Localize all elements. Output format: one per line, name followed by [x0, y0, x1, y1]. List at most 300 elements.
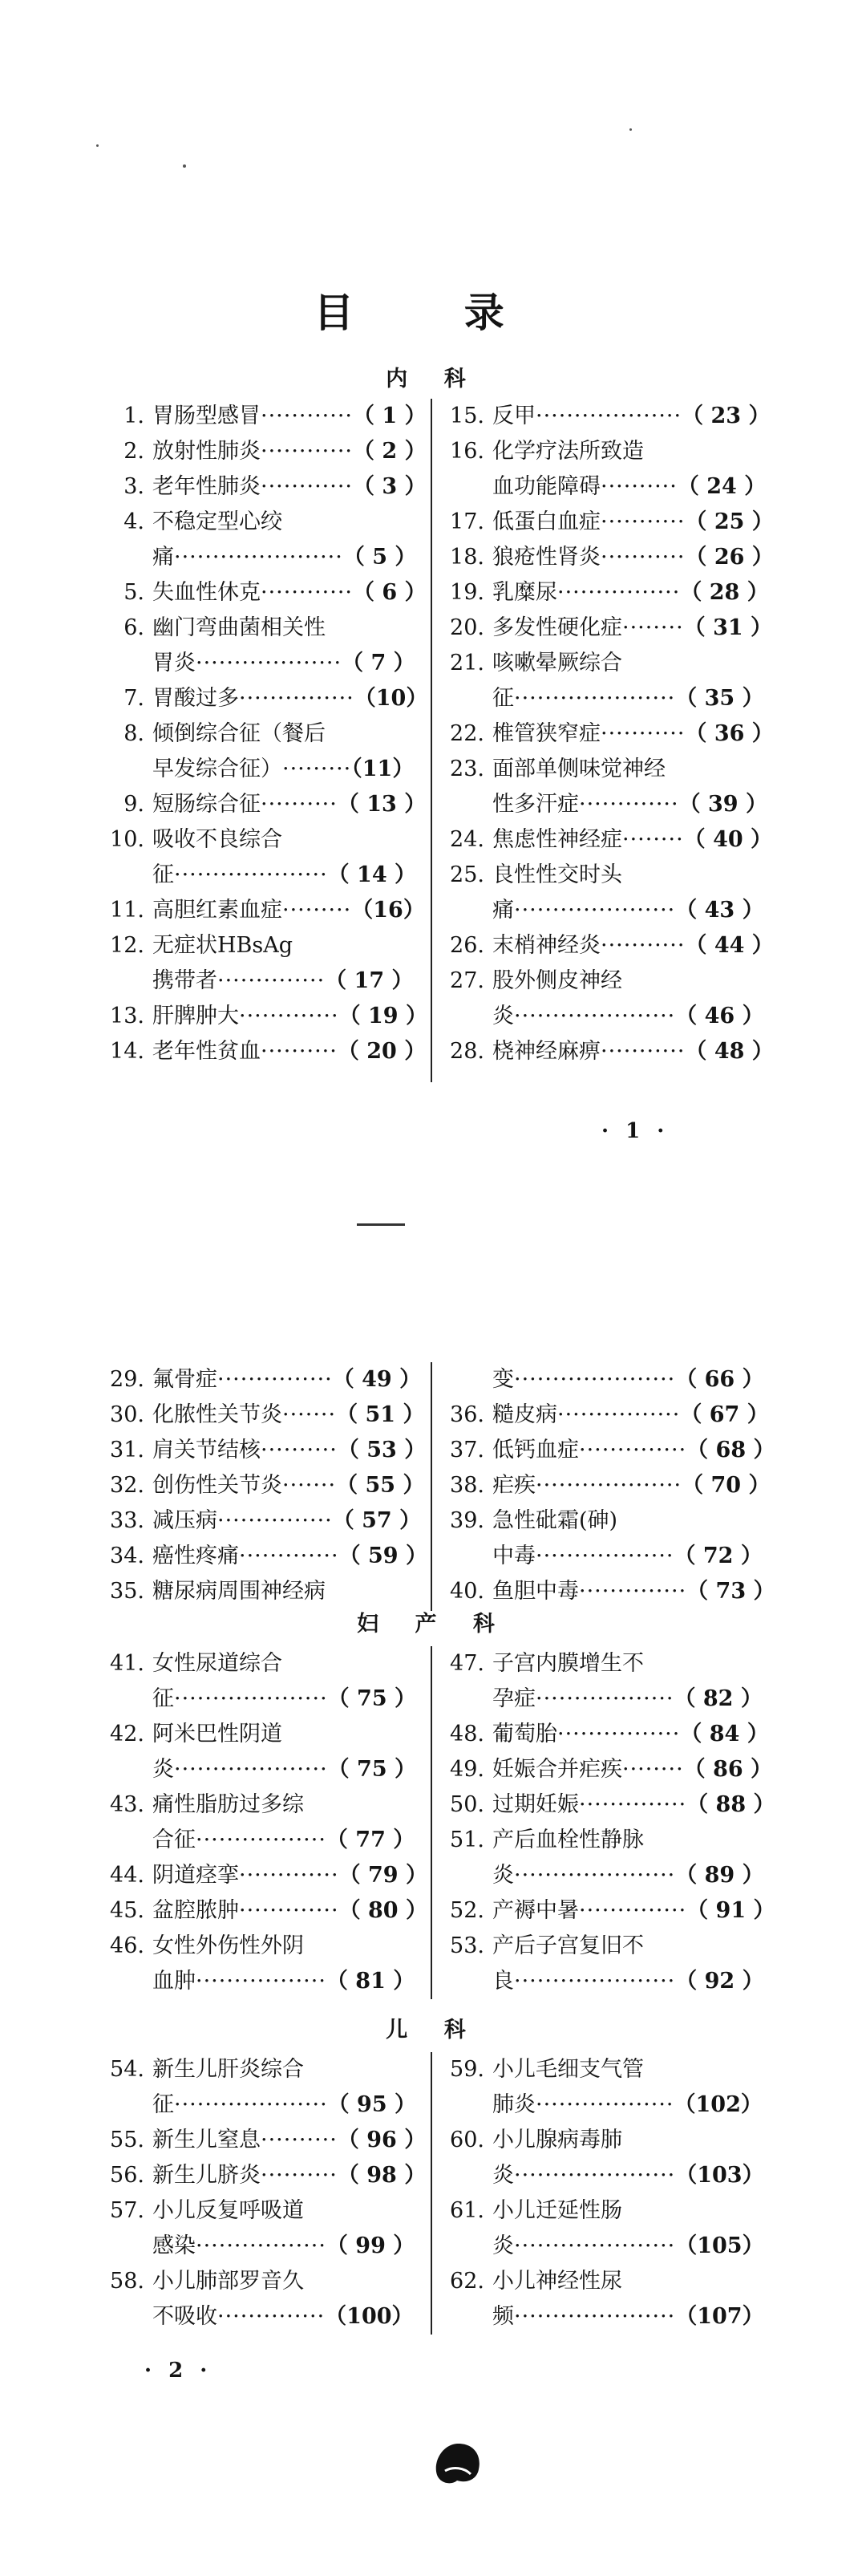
toc-entry — [95, 716, 431, 752]
toc-entry-title: 糙皮病 — [492, 1402, 557, 1427]
toc-entry-page: （ 5 ） — [342, 545, 417, 570]
toc-entry-page: （ 2 ） — [353, 439, 427, 464]
toc-entry-title: 老年性肺炎 — [152, 474, 261, 499]
toc-entry-number: 62. — [450, 2269, 484, 2294]
toc-entry-title: 糖尿病周围神经病 — [152, 1579, 326, 1604]
toc-entry-page: （ 28 ） — [680, 580, 769, 605]
dot-leader: ····················· — [514, 1863, 676, 1888]
toc-entry — [95, 928, 431, 963]
toc-entry-title: 携带者 — [152, 968, 217, 993]
section-heading-obstetrics-gynecology: 妇 产 科 — [357, 1612, 509, 1637]
toc-entry-title: 新生儿脐炎 — [152, 2163, 261, 2188]
toc-column-left — [95, 399, 431, 1069]
toc-column-left — [95, 2052, 431, 2335]
toc-entry-page: （ 20 ） — [337, 1039, 427, 1064]
toc-entry-number: 6. — [123, 615, 144, 640]
toc-entry-title: 氟骨症 — [152, 1367, 217, 1392]
dot-leader: ················ — [557, 1722, 681, 1746]
toc-entry-number: 41. — [110, 1651, 144, 1676]
toc-entry-title: 老年性贫血 — [152, 1039, 261, 1064]
toc-entry-title: 新生儿肝炎综合 — [152, 2057, 304, 2082]
toc-entry-number: 8. — [123, 721, 144, 746]
dot-leader: ··················· — [196, 651, 342, 675]
toc-entry-page: （ 19 ） — [338, 1004, 427, 1028]
toc-entry — [95, 2123, 431, 2158]
dot-leader: ············ — [261, 404, 353, 428]
toc-entry — [435, 575, 779, 611]
toc-entry — [95, 1717, 431, 1752]
toc-column-right — [435, 2052, 779, 2335]
dot-leader: ······· — [282, 1402, 337, 1427]
toc-column-right — [435, 1362, 779, 1609]
toc-entry — [95, 1468, 431, 1503]
toc-entry — [435, 999, 837, 1034]
dot-leader: ············· — [579, 792, 679, 817]
toc-entry-number: 33. — [110, 1508, 144, 1533]
column-divider — [431, 1646, 432, 1999]
toc-entry-page: （103） — [675, 2163, 764, 2188]
toc-entry — [435, 2229, 837, 2264]
toc-entry-page: （ 81 ） — [326, 1969, 415, 1994]
toc-entry — [95, 1362, 431, 1398]
toc-entry-title: 放射性肺炎 — [152, 439, 261, 464]
toc-entry-title: 胃肠型感冒 — [152, 404, 261, 428]
dot-leader: ··········· — [601, 933, 686, 958]
toc-entry-title: 良性性交时头 — [492, 862, 622, 887]
dot-leader: ··············· — [239, 686, 354, 711]
toc-entry-page: （ 89 ） — [675, 1863, 764, 1888]
toc-entry — [95, 2158, 431, 2193]
toc-entry-title: 征 — [492, 686, 514, 711]
dot-leader: ······················ — [174, 545, 343, 570]
toc-entry — [435, 2087, 837, 2123]
toc-entry-page: （100） — [325, 2304, 414, 2329]
dot-leader: ·········· — [261, 2163, 338, 2188]
toc-entry — [435, 787, 837, 822]
toc-entry-number: 34. — [110, 1544, 144, 1568]
dot-leader: ·········· — [261, 792, 338, 817]
toc-entry-number: 2. — [123, 439, 144, 464]
toc-entry-page: （ 40 ） — [683, 827, 773, 852]
toc-entry-number: 29. — [110, 1367, 144, 1392]
toc-entry-number: 38. — [450, 1473, 484, 1498]
toc-entry-title: 孕症 — [492, 1686, 536, 1711]
toc-entry-number: 39. — [450, 1508, 484, 1533]
toc-entry-number: 3. — [123, 474, 144, 499]
toc-entry — [435, 1646, 779, 1681]
toc-entry-title: 癌性疼痛 — [152, 1544, 239, 1568]
paper-speck — [629, 128, 632, 131]
toc-entry — [95, 2193, 431, 2229]
toc-entry-title: 子宫内膜增生不 — [492, 1651, 644, 1676]
toc-entry-title: 胃炎 — [152, 651, 196, 675]
toc-entry-title: 小儿腺病毒肺 — [492, 2128, 622, 2152]
toc-entry — [435, 1362, 837, 1398]
toc-entry-number: 35. — [110, 1579, 144, 1604]
toc-entry-page: （ 66 ） — [675, 1367, 764, 1392]
toc-entry — [95, 787, 431, 822]
toc-entry-title: 感染 — [152, 2233, 196, 2258]
dot-leader: ····················· — [514, 2304, 676, 2329]
toc-entry — [435, 893, 837, 928]
toc-entry-number: 50. — [450, 1792, 484, 1817]
toc-entry-page: （ 49 ） — [332, 1367, 422, 1392]
toc-entry-number: 48. — [450, 1722, 484, 1746]
toc-entry-number: 30. — [110, 1402, 144, 1427]
toc-entry-title: 急性砒霜(砷) — [492, 1508, 618, 1533]
toc-entry-page: （ 24 ） — [677, 474, 767, 499]
toc-entry-title: 小儿神经性尿 — [492, 2269, 622, 2294]
toc-entry-title: 频 — [492, 2304, 514, 2329]
dot-leader: ··············· — [217, 1508, 333, 1533]
toc-entry-number: 61. — [450, 2198, 484, 2223]
toc-entry-number: 19. — [450, 580, 484, 605]
dot-leader: ···················· — [174, 862, 328, 887]
toc-entry-title: 幽门弯曲菌相关性 — [152, 615, 326, 640]
dot-leader: ····················· — [514, 898, 676, 923]
toc-entry-title: 化脓性关节炎 — [152, 1402, 282, 1427]
toc-entry-page: （ 57 ） — [332, 1508, 422, 1533]
toc-entry-number: 21. — [450, 651, 484, 675]
toc-entry-page: （105） — [675, 2233, 764, 2258]
toc-entry-number: 16. — [450, 439, 484, 464]
toc-entry-number: 25. — [450, 862, 484, 887]
toc-entry — [435, 2158, 837, 2193]
toc-entry-number: 11. — [110, 898, 144, 923]
dot-leader: ···················· — [174, 1686, 328, 1711]
toc-entry-page: （ 31 ） — [683, 615, 773, 640]
toc-entry-title: 小儿肺部罗音久 — [152, 2269, 304, 2294]
dot-leader: ·········· — [261, 1039, 338, 1064]
toc-entry-title: 桡神经麻痹 — [492, 1039, 601, 1064]
toc-entry-number: 44. — [110, 1863, 144, 1888]
toc-entry-page: （ 72 ） — [674, 1544, 763, 1568]
toc-entry-page: （ 98 ） — [337, 2163, 427, 2188]
toc-page-2 — [0, 1316, 866, 2576]
toc-entry — [435, 1893, 779, 1929]
toc-entry-number: 49. — [450, 1757, 484, 1782]
toc-entry — [95, 399, 431, 434]
toc-entry-title: 痛性脂肪过多综 — [152, 1792, 304, 1817]
toc-entry — [95, 1034, 431, 1069]
toc-entry-page: （10） — [354, 686, 428, 711]
toc-entry-title: 阿米巴性阴道 — [152, 1722, 282, 1746]
toc-entry — [95, 1574, 431, 1609]
toc-entry-number: 23. — [450, 757, 484, 781]
toc-entry-title: 葡萄胎 — [492, 1722, 557, 1746]
toc-entry-page: （ 6 ） — [353, 580, 427, 605]
toc-entry-number: 53. — [450, 1933, 484, 1958]
toc-entry-title: 短肠综合征 — [152, 792, 261, 817]
toc-entry-title: 产褥中暑 — [492, 1898, 579, 1923]
toc-entry-page: （ 80 ） — [338, 1898, 427, 1923]
toc-entry-page: （ 53 ） — [337, 1438, 427, 1462]
dot-leader: ·············· — [217, 968, 326, 993]
toc-entry-number: 40. — [450, 1579, 484, 1604]
toc-entry-title: 炎 — [492, 2233, 514, 2258]
toc-entry — [435, 646, 779, 681]
toc-entry-title: 焦虑性神经症 — [492, 827, 622, 852]
toc-entry-title: 咳嗽晕厥综合 — [492, 651, 622, 675]
toc-entry-title: 征 — [152, 1686, 174, 1711]
column-divider — [431, 2052, 432, 2335]
toc-entry-title: 血功能障碍 — [492, 474, 601, 499]
toc-entry-title: 失血性休克 — [152, 580, 261, 605]
toc-entry-number: 47. — [450, 1651, 484, 1676]
dot-leader: ··········· — [601, 721, 686, 746]
toc-entry — [95, 1539, 431, 1574]
toc-entry-page: （ 25 ） — [685, 509, 774, 534]
toc-entry-title: 乳糜尿 — [492, 580, 557, 605]
dot-leader: ············ — [261, 474, 353, 499]
toc-entry — [95, 1893, 431, 1929]
toc-entry — [435, 963, 779, 999]
toc-entry-title: 股外侧皮神经 — [492, 968, 622, 993]
toc-entry-title: 过期妊娠 — [492, 1792, 579, 1817]
toc-entry-page: （ 73 ） — [686, 1579, 775, 1604]
toc-entry-title: 椎管狭窄症 — [492, 721, 601, 746]
toc-entry-page: （16） — [351, 898, 425, 923]
toc-entry-number: 37. — [450, 1438, 484, 1462]
ink-blot-mark — [429, 2439, 485, 2487]
dot-leader: ········· — [282, 757, 352, 781]
toc-entry-title: 妊娠合并疟疾 — [492, 1757, 622, 1782]
dot-leader: ········ — [622, 1757, 684, 1782]
toc-column-right — [435, 399, 779, 1069]
toc-entry-page: （ 36 ） — [685, 721, 774, 746]
toc-entry-number: 51. — [450, 1828, 484, 1852]
toc-entry — [435, 928, 779, 963]
toc-entry-number: 57. — [110, 2198, 144, 2223]
dot-leader: ·········· — [261, 2128, 338, 2152]
dot-leader: ················ — [557, 580, 681, 605]
toc-entry — [435, 1929, 779, 1964]
dot-leader: ····················· — [514, 2163, 676, 2188]
toc-entry-page: （ 23 ） — [682, 404, 771, 428]
toc-entry — [435, 1398, 779, 1433]
toc-entry-title: 痛 — [152, 545, 174, 570]
toc-entry-title: 高胆红素血症 — [152, 898, 282, 923]
dot-leader: ················· — [196, 1969, 326, 1994]
toc-entry-number: 46. — [110, 1933, 144, 1958]
toc-entry-number: 13. — [110, 1004, 144, 1028]
toc-entry-title: 小儿毛细支气管 — [492, 2057, 644, 2082]
toc-entry-title: 创伤性关节炎 — [152, 1473, 282, 1498]
toc-entry-page: （ 35 ） — [675, 686, 764, 711]
toc-entry-number: 27. — [450, 968, 484, 993]
toc-column-left — [95, 1362, 431, 1609]
toc-entry — [435, 2264, 779, 2299]
toc-entry-number: 56. — [110, 2163, 144, 2188]
toc-entry-page: （ 68 ） — [686, 1438, 775, 1462]
toc-entry-number: 20. — [450, 615, 484, 640]
toc-entry — [435, 681, 837, 716]
dot-leader: ···················· — [174, 2092, 328, 2117]
toc-entry-title: 倾倒综合征（餐后 — [152, 721, 326, 746]
toc-entry-page: （ 51 ） — [336, 1402, 425, 1427]
toc-entry-title: 低钙血症 — [492, 1438, 579, 1462]
toc-entry-page: （ 3 ） — [353, 474, 427, 499]
toc-column-right — [435, 1646, 779, 1999]
toc-entry-number: 36. — [450, 1402, 484, 1427]
toc-entry-page: （ 59 ） — [338, 1544, 427, 1568]
toc-entry-page: （ 95 ） — [327, 2092, 417, 2117]
toc-entry-page: （ 84 ） — [680, 1722, 769, 1746]
toc-entry-number: 1. — [123, 404, 144, 428]
dot-leader: ············· — [239, 1898, 339, 1923]
toc-entry-page: （ 91 ） — [686, 1898, 775, 1923]
toc-entry-number: 42. — [110, 1722, 144, 1746]
toc-entry-number: 54. — [110, 2057, 144, 2082]
toc-entry-page: （ 44 ） — [685, 933, 774, 958]
toc-entry — [435, 434, 779, 469]
toc-entry — [435, 2193, 779, 2229]
toc-entry-title: 疟疾 — [492, 1473, 536, 1498]
toc-entry-page: （ 55 ） — [336, 1473, 425, 1498]
toc-entry — [95, 1646, 431, 1681]
toc-entry-page: （ 14 ） — [327, 862, 417, 887]
toc-entry — [95, 2264, 431, 2299]
dot-leader: ··················· — [536, 1473, 682, 1498]
toc-entry — [95, 505, 431, 540]
toc-entry — [435, 2123, 779, 2158]
dot-leader: ·············· — [579, 1792, 687, 1817]
toc-entry-page: （ 70 ） — [682, 1473, 771, 1498]
dot-leader: ········· — [282, 898, 352, 923]
toc-entry — [435, 1503, 779, 1539]
dot-leader: ············· — [239, 1004, 339, 1028]
toc-entry-title: 化学疗法所致造 — [492, 439, 644, 464]
toc-entry-title: 胃酸过多 — [152, 686, 239, 711]
section-heading-internal-medicine: 内 科 — [386, 367, 480, 391]
toc-entry-title: 反甲 — [492, 404, 536, 428]
paper-speck — [96, 144, 99, 147]
toc-entry-number: 60. — [450, 2128, 484, 2152]
toc-entry — [95, 1503, 431, 1539]
dot-leader: ·········· — [261, 1438, 338, 1462]
toc-entry — [95, 575, 431, 611]
toc-entry-number: 7. — [123, 686, 144, 711]
toc-entry-page: （ 88 ） — [686, 1792, 775, 1817]
toc-entry — [435, 1858, 837, 1893]
toc-entry-number: 45. — [110, 1898, 144, 1923]
toc-entry-title: 征 — [152, 862, 174, 887]
toc-entry-number: 58. — [110, 2269, 144, 2294]
dot-leader: ·············· — [217, 2304, 326, 2329]
toc-entry-page: （ 75 ） — [327, 1757, 417, 1782]
dot-leader: ············· — [239, 1544, 339, 1568]
toc-entry-page: （ 39 ） — [678, 792, 767, 817]
toc-entry-title: 肺炎 — [492, 2092, 536, 2117]
toc-entry-title: 盆腔脓肿 — [152, 1898, 239, 1923]
toc-entry — [435, 1433, 779, 1468]
dot-leader: ··················· — [536, 404, 682, 428]
dot-leader: ···················· — [174, 1757, 328, 1782]
toc-entry-number: 59. — [450, 2057, 484, 2082]
toc-entry-number: 32. — [110, 1473, 144, 1498]
toc-entry-number: 52. — [450, 1898, 484, 1923]
toc-entry — [435, 469, 837, 505]
toc-entry-number: 31. — [110, 1438, 144, 1462]
dot-leader: ·········· — [601, 474, 678, 499]
page-title: 目 录 — [314, 289, 552, 336]
toc-entry-title: 减压病 — [152, 1508, 217, 1533]
toc-page-1 — [0, 0, 866, 1195]
toc-entry-title: 狼疮性肾炎 — [492, 545, 601, 570]
dot-leader: ····················· — [514, 1367, 676, 1392]
toc-entry-title: 鱼胆中毒 — [492, 1579, 579, 1604]
toc-entry — [95, 1787, 431, 1823]
toc-entry-title: 阴道痉挛 — [152, 1863, 239, 1888]
toc-entry-title: 吸收不良综合 — [152, 827, 282, 852]
toc-entry — [435, 1787, 779, 1823]
toc-entry-page: （102） — [674, 2092, 763, 2117]
toc-entry — [95, 434, 431, 469]
toc-entry — [435, 1681, 837, 1717]
toc-entry-title: 产后子宫复旧不 — [492, 1933, 644, 1958]
toc-entry-page: （107） — [675, 2304, 764, 2329]
toc-entry-page: （ 75 ） — [327, 1686, 417, 1711]
dot-leader: ········ — [622, 827, 684, 852]
toc-entry-title: 无症状HBsAg — [152, 933, 293, 958]
toc-entry-number: 22. — [450, 721, 484, 746]
toc-entry-number: 10. — [110, 827, 144, 852]
toc-entry-page: （ 92 ） — [675, 1969, 764, 1994]
toc-entry — [95, 611, 431, 646]
toc-entry-title: 面部单侧味觉神经 — [492, 757, 666, 781]
toc-entry-title: 炎 — [152, 1757, 174, 1782]
toc-entry — [95, 469, 431, 505]
toc-entry — [435, 1034, 779, 1069]
dot-leader: ················ — [557, 1402, 681, 1427]
toc-entry-number: 18. — [450, 545, 484, 570]
toc-entry — [95, 893, 431, 928]
toc-entry-title: 早发综合征） — [152, 757, 282, 781]
toc-entry-title: 产后血栓性静脉 — [492, 1828, 644, 1852]
toc-entry — [95, 1929, 431, 1964]
toc-entry-page: （ 99 ） — [326, 2233, 415, 2258]
toc-entry-number: 14. — [110, 1039, 144, 1064]
toc-entry-title: 小儿迁延性肠 — [492, 2198, 622, 2223]
column-divider — [431, 399, 432, 1082]
toc-entry-page: （ 17 ） — [325, 968, 414, 993]
toc-entry — [95, 2052, 431, 2087]
toc-entry-page: （ 48 ） — [685, 1039, 774, 1064]
toc-entry-page: （ 77 ） — [326, 1828, 415, 1852]
toc-entry-title: 小儿反复呼吸道 — [152, 2198, 304, 2223]
toc-entry-number: 26. — [450, 933, 484, 958]
dot-leader: ··········· — [601, 545, 686, 570]
toc-entry — [435, 716, 779, 752]
toc-entry-title: 低蛋白血症 — [492, 509, 601, 534]
toc-entry-number: 5. — [123, 580, 144, 605]
dot-leader: ········ — [622, 615, 684, 640]
toc-entry — [435, 1823, 779, 1858]
dot-leader: ················· — [196, 2233, 326, 2258]
toc-entry-page: （11） — [351, 757, 415, 781]
dot-leader: ·············· — [579, 1579, 687, 1604]
toc-entry-title: 女性尿道综合 — [152, 1651, 282, 1676]
toc-entry — [95, 681, 431, 716]
toc-entry-number: 15. — [450, 404, 484, 428]
column-divider — [431, 1362, 432, 1611]
toc-entry-page: （ 82 ） — [674, 1686, 763, 1711]
dot-leader: ······· — [282, 1473, 337, 1498]
toc-entry — [95, 1858, 431, 1893]
toc-entry-number: 55. — [110, 2128, 144, 2152]
toc-entry — [435, 1752, 779, 1787]
toc-entry — [95, 822, 431, 858]
